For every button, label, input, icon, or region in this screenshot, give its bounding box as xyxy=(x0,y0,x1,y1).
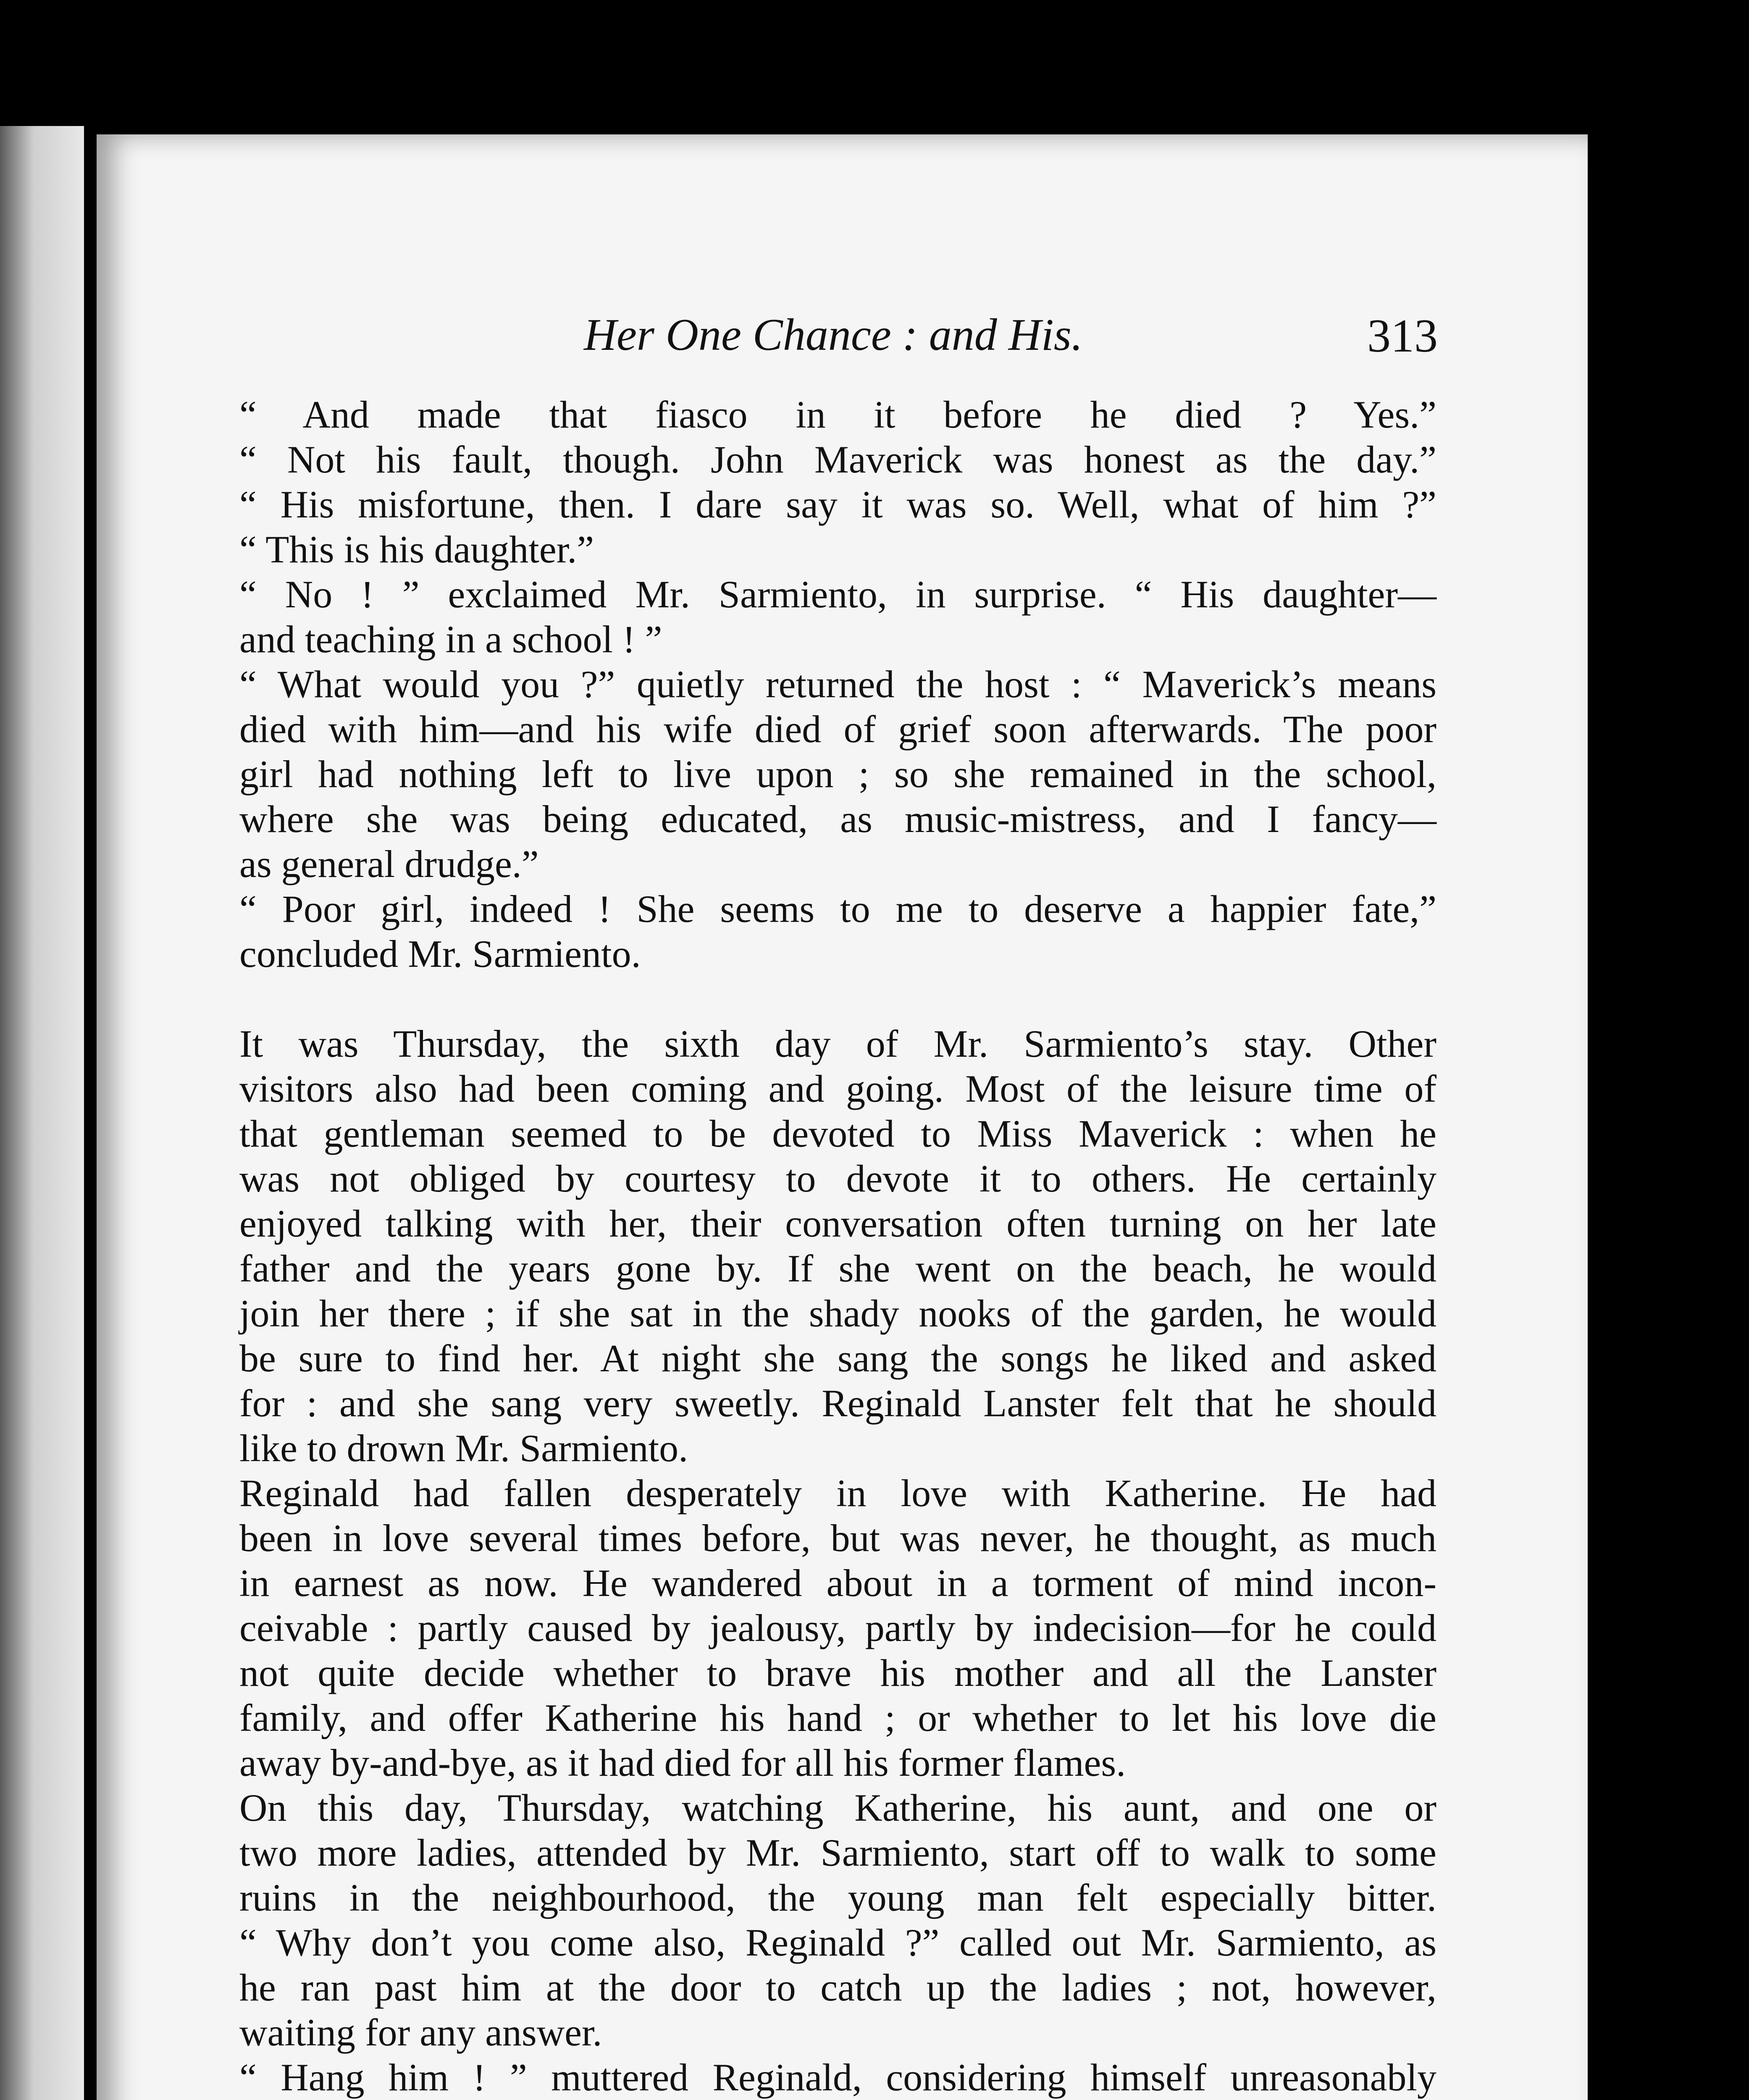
text-line: and teaching in a school ! ” xyxy=(239,618,662,661)
text-line: “ No ! ” exclaimed Mr. Sarmiento, in surprise. “ His daughter— xyxy=(239,573,1436,616)
text-line: not quite decide whether to brave his mother and all the Lanster xyxy=(239,1651,1436,1694)
text-line: Reginald had fallen desperately in love with Katherine. He had xyxy=(239,1472,1436,1515)
running-title: Her One Chance : and His. xyxy=(584,310,1083,360)
text-line: he ran past him at the door to catch up the ladies ; not, however, xyxy=(239,1966,1436,2009)
text-line: ceivable : partly caused by jealousy, partly by indecision—for he could xyxy=(239,1606,1436,1649)
text-line: concluded Mr. Sarmiento. xyxy=(239,932,641,975)
text-line: waiting for any answer. xyxy=(239,2011,602,2054)
paragraph-gap xyxy=(239,976,1436,1021)
text-line: where she was being educated, as music-mistress, and I fancy— xyxy=(239,798,1436,840)
text-line: be sure to find her. At night she sang the songs he liked and asked xyxy=(239,1337,1436,1380)
text-line: “ And made that fiasco in it before he died ? Yes.” xyxy=(239,393,1436,436)
text-line: visitors also had been coming and going. Most of the leisure time of xyxy=(239,1067,1436,1110)
text-line: enjoyed talking with her, their conversation often turning on her late xyxy=(239,1202,1436,1245)
text-line: On this day, Thursday, watching Katherine, his aunt, and one or xyxy=(239,1786,1436,1829)
text-line: “ His misfortune, then. I dare say it was so. Well, what of him ?” xyxy=(239,483,1436,526)
page-body xyxy=(239,392,1436,2100)
text-line: “ Why don’t you come also, Reginald ?” called out Mr. Sarmiento, as xyxy=(239,1921,1436,1964)
text-line: as general drudge.” xyxy=(239,843,539,885)
text-line: away by-and-bye, as it had died for all his former flames. xyxy=(239,1741,1126,1784)
text-line: “ Poor girl, indeed ! She seems to me to deserve a happier fate,” xyxy=(239,887,1436,930)
text-line: ruins in the neighbourhood, the young man felt especially bitter. xyxy=(239,1876,1436,1919)
text-line: It was Thursday, the sixth day of Mr. Sarmiento’s stay. Other xyxy=(239,1022,1436,1065)
text-line: family, and offer Katherine his hand ; or whether to let his love die xyxy=(239,1696,1436,1739)
page-number: 313 xyxy=(1367,310,1438,362)
text-line: two more ladies, attended by Mr. Sarmiento, start off to walk to some xyxy=(239,1831,1436,1874)
text-line: girl had nothing left to live upon ; so she remained in the school, xyxy=(239,753,1436,795)
text-line: died with him—and his wife died of grief soon afterwards. The poor xyxy=(239,708,1436,751)
text-line: that gentleman seemed to be devoted to Miss Maverick : when he xyxy=(239,1112,1436,1155)
left-page-edge xyxy=(0,126,84,2100)
text-line: been in love several times before, but was never, he thought, as much xyxy=(239,1517,1436,1559)
text-line: “ This is his daughter.” xyxy=(239,528,594,571)
text-line: father and the years gone by. If she went on the beach, he would xyxy=(239,1247,1436,1290)
text-line: was not obliged by courtesy to devote it to others. He certainly xyxy=(239,1157,1436,1200)
text-line: “ Not his fault, though. John Maverick was honest as the day.” xyxy=(239,438,1436,481)
text-line: join her there ; if she sat in the shady nooks of the garden, he would xyxy=(239,1292,1436,1335)
text-line: “ What would you ?” quietly returned the host : “ Maverick’s means xyxy=(239,663,1436,706)
text-line: like to drown Mr. Sarmiento. xyxy=(239,1427,688,1470)
text-line: “ Hang him ! ” muttered Reginald, considering himself unreasonably xyxy=(239,2056,1436,2099)
text-line: in earnest as now. He wandered about in a torment of mind incon- xyxy=(239,1562,1436,1604)
text-line: for : and she sang very sweetly. Reginald Lanster felt that he should xyxy=(239,1382,1436,1425)
